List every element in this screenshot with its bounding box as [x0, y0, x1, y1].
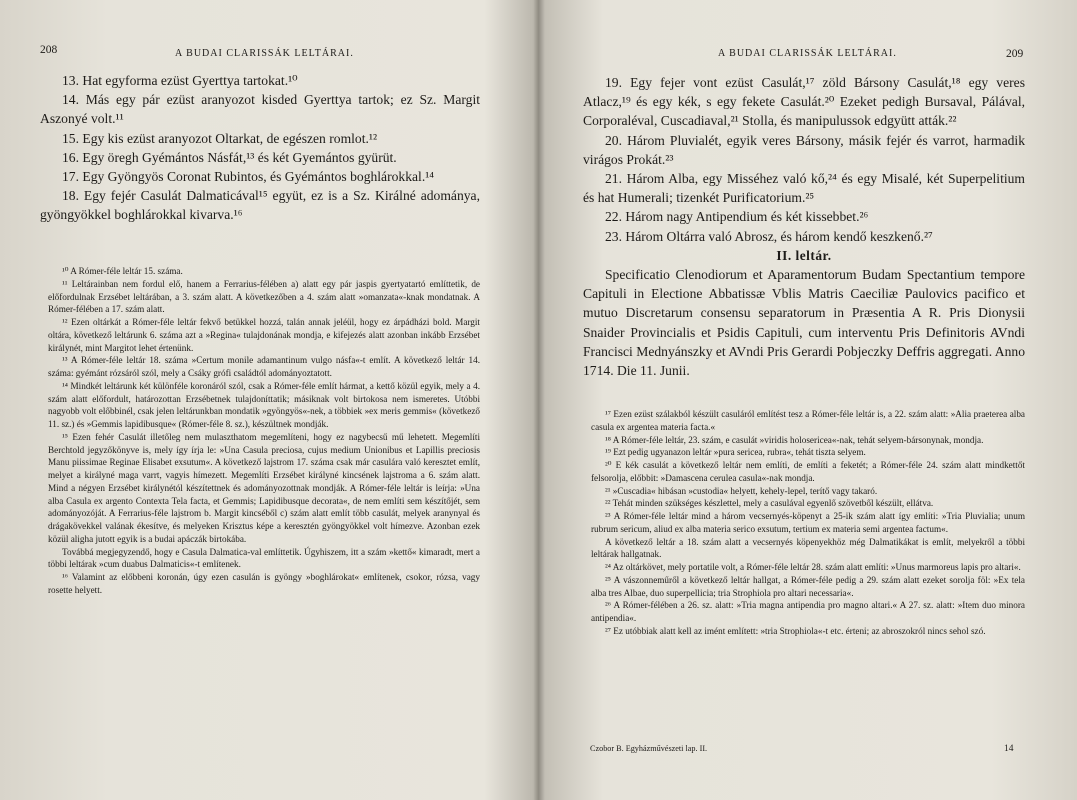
footnote-22: ²² Tehát minden szükséges készlettel, mely a casulával egyenlő szövetből készült, ellátva. — [605, 498, 934, 509]
item-22: 22. Három nagy Antipendium és két kissebbet.²⁶ — [605, 209, 869, 225]
footnote-17: ¹⁷ Ezen ezüst szálakból készült casuláról említést tesz a Rómer-féle leltár is, a 22. szám alatt: »Alia praeterea alba casula ex argentea materia facta.« — [591, 409, 1025, 432]
page-number-left: 208 — [40, 44, 58, 56]
footnote-15: ¹⁵ Ezen fehér Casulát illetőleg nem mulaszthatom megemlíteni, hogy ez nagybecsű mű lehetett. Megemlíti Berchtold jegyzőkönyve is, mely így írja le: »Una Casula preciosa, cujus medium Unionibus et Lapillis preciosis Manu piissimae Reginae Elisabet exsutum«. A következő lajstrom 17. száma csak már casulára való keresztet említ, melyet a királyné maga varrt, vagyis hímezett. Megemlíti Erzsébet királyné kincsének lajstroma a 6. szám alatt. Mind a négyen Erzsébet királynétól készítettnek és adományozottnak mondják. A Rómer-féle leltár is leírja: »Una alba Casula ex argento Contexta Tela facta, et Gemmis; Lapidibusque decorata«, de nem említi sem készítőjét, sem adományozóját. A Ferrarius-féle lajstrom b. Margit kincséből c) szám alatt említ több casulát, melyek aranynyal és drágakövekkel valának ékesítve, és melyeken Krisztus képe a keresztén gyöngyökkel volt hímezve. Azonban ezek közül aligha jutott egyik is a budai apáczák birtokába. — [48, 431, 480, 544]
left-page — [0, 0, 528, 800]
right-page — [538, 0, 1077, 800]
footnote-10: ¹⁰ A Rómer-féle leltár 15. száma. — [62, 266, 183, 276]
item-19: 19. Egy fejer vont ezüst Casulát,¹⁷ zöld Bársony Casulát,¹⁸ egy veres Atlacz,¹⁹ és egy kék, s egy fekete Casulát.²⁰ Ezeket pedigh Bursaval, Pálával, Corporaléval, Cuscadiaval,²¹ Stolla, és manipulussok edgyütt atták.²² — [583, 75, 1025, 129]
footnotes-left — [48, 265, 480, 597]
footnote-18: ¹⁸ A Rómer-féle leltár, 23. szám, e casulát »viridis holosericea«-nak, tehát selyem-bársonynak, mondja. — [605, 434, 984, 445]
footnote-24: ²⁴ Az oltárkövet, mely portatile volt, a Rómer-féle leltár 28. szám alatt említi: »Unus marmoreus lapis pro altari«. — [605, 562, 1021, 572]
item-16: 16. Egy öregh Gyémántos Násfát,¹³ és két Gyemántos gyürüt. — [62, 149, 397, 165]
footnote-16: ¹⁶ Valamint az előbbeni koronán, úgy ezen casulán is gyöngy »boghlárokat« említenek, csokor, rózsa, vagy rosette helyett. — [48, 572, 480, 595]
footnote-23-continued: A következő leltár a 18. szám alatt a vecsernyés köpenyekhöz még Dalmatikákat is említ, melyekről a többi leltárak hallgatnak. — [591, 536, 1025, 560]
footnote-11: ¹¹ Leltárainban nem fordul elő, hanem a Ferrarius-félében a) alatt egy pár jaspis gyertyatartó említtetik, de előfordulnak Erzsébet leltárában, a 3. szám alatt. A következőben a 4. szám alatt »omanzata«-knak mondatnak. A Rómer-félében a 17. szám alatt. — [48, 278, 480, 315]
item-21: 21. Három Alba, egy Misséhez való kő,²⁴ és egy Misalé, két Superpelitium és hat Humerali; tizenkét Purificatorium.²⁵ — [583, 171, 1025, 206]
running-head-right: A BUDAI CLARISSÁK LELTÁRAI. — [718, 48, 897, 59]
item-15: 15. Egy kis ezüst aranyozot Oltarkat, de egészen romlot.¹² — [62, 130, 378, 146]
signature-mark: 14 — [1004, 744, 1014, 754]
main-text-right — [583, 73, 1025, 380]
main-text-left — [40, 71, 480, 225]
footnote-27: ²⁷ Ez utóbbiak alatt kell az imént említett: »tria Strophiola«-t etc. érteni; az abroszokról nincs sehol szó. — [605, 625, 986, 636]
footnotes-right — [591, 408, 1025, 638]
item-17: 17. Egy Gyöngyös Coronat Rubintos, és Gyémántos boghlárokkal.¹⁴ — [62, 169, 435, 185]
footnote-26: ²⁶ A Rómer-félében a 26. sz. alatt: »Tria magna antipendia pro magno altari.« A 27. sz. alatt: »Item duo minora antipendia«. — [591, 600, 1025, 623]
footnote-12: ¹² Ezen oltárkát a Rómer-féle leltár fekvő betükkel hozzá, talán annak jeléül, hogy ez árpádházi bold. Margit oltára, következő leltárunk 6. száma azt a »Regina« tulajdonának mondja, e kifejezés alatt azonban inkább Erzsébet királynét, mint Margitot lehet értenünk. — [48, 317, 480, 353]
printer-signature: Czobor B. Egyházművészeti lap. II. — [590, 744, 708, 753]
section-title: II. leltár. — [776, 247, 832, 263]
item-20: 20. Három Pluvialét, egyik veres Bársony, másik fejér és varrot, harmadik virágos Prokát.²³ — [583, 132, 1025, 167]
item-13: 13. Hat egyforma ezüst Gyerttya tartokat.¹⁰ — [62, 73, 298, 88]
footnote-19: ¹⁹ Ezt pedig ugyanazon leltár »pura sericea, rubra«, tehát tiszta selyem. — [605, 447, 866, 458]
item-23: 23. Három Oltárra való Abrosz, és három kendő keszkenő.²⁷ — [605, 228, 933, 244]
item-18: 18. Egy fejér Casulát Dalmaticával¹⁵ együt, ez is a Sz. Királné adománya, gyöngyökkel boghlárokkal kivarva.¹⁶ — [40, 188, 480, 223]
footnote-23: ²³ A Rómer-féle leltár mind a három vecsernyés-köpenyt a 25-ik szám alatt így említi: »Tria Pluvialia; unum rubrum sericum, aliud ex alba materia serico exsutum, tertium ex materia semi argentea factum«. — [591, 511, 1025, 534]
footnote-20: ²⁰ E kék casulát a következő leltár nem említi, de említi a feketét; a Rómer-féle 24. szám alatt mindkettőt felsorolja, előbbit: »Damascena cerulea casula«-nak mondja. — [591, 460, 1025, 483]
running-head-left: A BUDAI CLARISSÁK LELTÁRAI. — [175, 48, 354, 59]
footnote-25: ²⁵ A vászonneműről a következő leltár hallgat, a Rómer-féle pedig a 29. szám alatt ezeket sorolja föl: »Ex tela alba tres Albae, duo superpellicia; tria Strophiola pro altari necessaria«. — [591, 574, 1025, 598]
page-number-right: 209 — [1006, 48, 1024, 60]
section-intro: Specificatio Clenodiorum et Aparamentorum Budam Spectantium tempore Capituli in Electione Abbatissæ Vblis Matris Caeciliæ Paulovics pacifico et mutuo Discretarum consensu separatorum in Præsentia A R. Pris Dionysii Snaider Provincialis et Psidis Capituli, cum interventu Pris Definitoris AVndi Francisci Mednyánszky et AVndi Pris Gerardi Pobjeczky Deffris aggregati. Anno 1714. Die 11. Junii. — [583, 267, 1025, 379]
footnote-21: ²¹ »Cuscadia« hibásan »custodia« helyett, kehely-lepel, terítő vagy takaró. — [605, 485, 878, 496]
footnote-15-continued: Továbbá megjegyzendő, hogy e Casula Dalmatica-val említtetik. Úgyhiszem, itt a szám »kettő« kimaradt, mert a többi leltárak »cum duabus Dalmaticis«-t említenek. — [48, 546, 480, 570]
footnote-14: ¹⁴ Mindkét leltárunk két különféle koronáról szól, csak a Rómer-féle említ hármat, a kettő közül egyik, mely a 4. szám alatt előfordult, határozottan Erzsébetnek tulajdoníttatik; másiknak volt birtokosa nem ismeretes. Utóbbi nagyobb volt előbbinél, csak jelen leltárunkban mondatik »gyöngyös«-nek, a többiek »ex meris gemmis« (következő 11. sz.) és »Gemmis lapidibusque« (Rómer-féle 8. sz.), készültnek mondják. — [48, 380, 480, 429]
footnote-13: ¹³ A Rómer-féle leltár 18. száma »Certum monile adamantinum vulgo násfa«-t említ. A következő leltár 14. száma: gyémánt rózsáról szól, mely a Csáky grófi családtól adományoztatott. — [48, 355, 480, 378]
item-14: 14. Más egy pár ezüst aranyozot kisded Gyerttya tartok; ez Sz. Margit Aszonyé volt.¹¹ — [40, 92, 480, 127]
